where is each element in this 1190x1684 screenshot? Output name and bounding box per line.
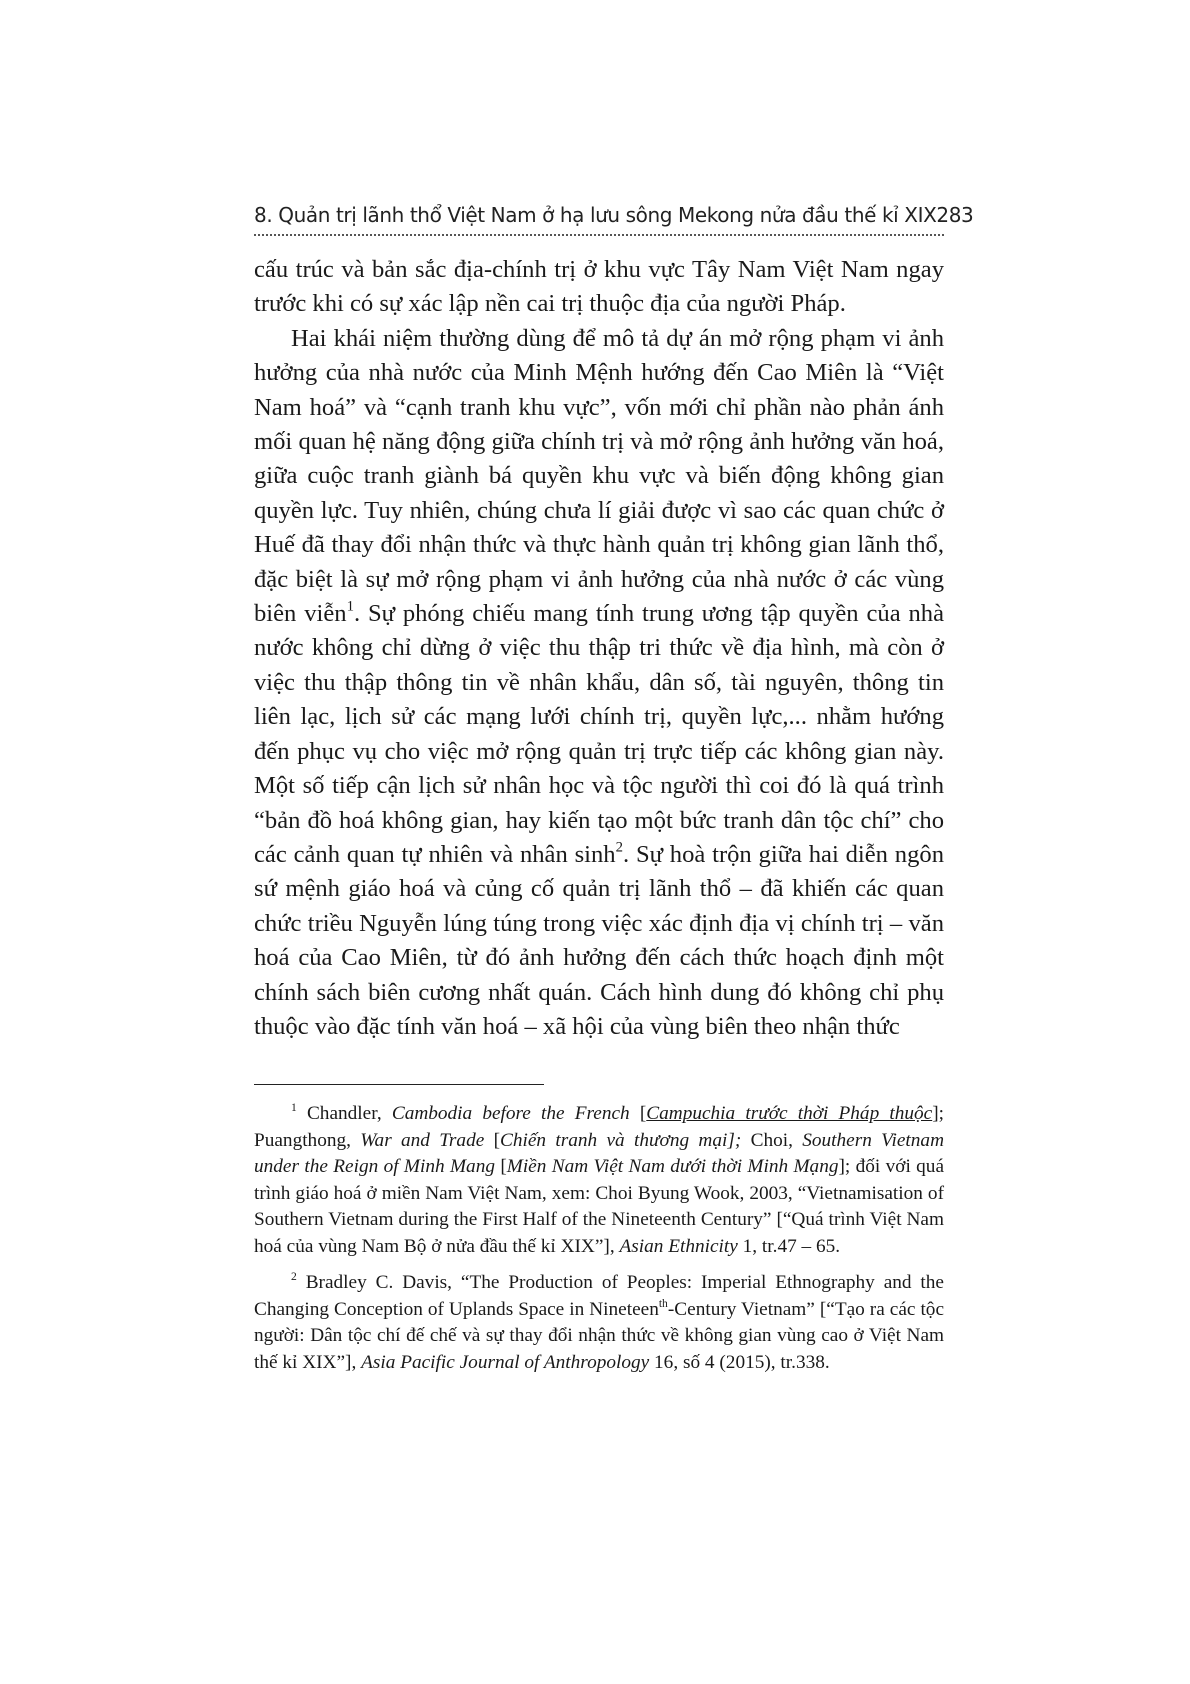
footnote-1-title: Campuchia trước thời Pháp thuộc: [646, 1103, 933, 1125]
page-number: 283: [936, 203, 974, 227]
header-dotted-rule: [254, 234, 944, 236]
footnotes: [254, 1101, 944, 1376]
paragraph-1: cấu trúc và bản sắc địa-chính trị ở khu vực Tây Nam Việt Nam ngay trước khi có sự xác lập nền cai trị thuộc địa của người Pháp.: [254, 256, 944, 318]
footnote-1-text: 1, tr.47 – 65.: [737, 1235, 841, 1257]
footnote-1: [254, 1101, 944, 1260]
footnote-2-text: Bradley C. Davis, “The Production of Peoples: Imperial Ethnography and the Changing Conception of Uplands Space in Nineteen: [254, 1272, 944, 1320]
footnote-1-title: Miền Nam Việt Nam dưới thời Minh Mạng: [506, 1156, 839, 1178]
footnote-1-title: Asian Ethnicity: [619, 1235, 738, 1257]
footnote-2-number: 2: [291, 1270, 297, 1284]
footnote-1-title: Chiến tranh và thương mại];: [500, 1129, 742, 1151]
running-header: [254, 200, 974, 230]
footnote-1-text: [: [494, 1156, 507, 1178]
footnote-1-text: [: [629, 1103, 647, 1125]
footnote-1-text: ]; đối với quá trình giáo hoá ở miền Nam Việt Nam, xem: Choi Byung Wook, 2003, “Vietnamisation of Southern Vietnam during the First Half of the Nineteenth Century” [“Quá trình Việt Nam hoá của vùng Nam Bộ ở nửa đầu thế kỉ XIX”],: [254, 1156, 944, 1257]
footnote-1-text: Chandler,: [296, 1103, 392, 1125]
footnote-2: [254, 1270, 944, 1376]
footnote-ref-2: 2: [615, 839, 623, 856]
footnote-ref-1: 1: [346, 598, 354, 615]
footnote-2-text: -Century Vietnam” [“Tạo ra các tộc người: Dân tộc chí đế chế và sự thay đổi nhận thức về không gian vùng cao ở Việt Nam thế kỉ XIX”],: [254, 1298, 945, 1373]
paragraph-2: [254, 322, 944, 1045]
footnote-1-text: ]; Puangthong,: [254, 1103, 944, 1151]
footnote-1-text: [: [484, 1129, 501, 1151]
footnote-2-text: 16, số 4 (2015), tr.338.: [649, 1351, 830, 1373]
body-text: [254, 253, 944, 1044]
footnote-separator: [254, 1084, 544, 1085]
paragraph-2-part-c: . Sự hoà trộn giữa hai diễn ngôn sứ mệnh giáo hoá và củng cố quản trị lãnh thổ – đã khiến các quan chức triều Nguyễn lúng túng trong việc xác định địa vị chính trị – văn hoá của Cao Miên, từ đó ảnh hưởng đến cách thức hoạch định một chính sách biên cương nhất quán. Cách hình dung đó không chỉ phụ thuộc vào đặc tính văn hoá – xã hội của vùng biên theo nhận thức: [254, 840, 944, 1040]
paragraph-2-part-a: Hai khái niệm thường dùng để mô tả dự án mở rộng phạm vi ảnh hưởng của nhà nước của Minh Mệnh hướng đến Cao Miên là “Việt Nam hoá” và “cạnh tranh khu vực”, vốn mới chỉ phần nào phản ánh mối quan hệ năng động giữa chính trị và mở rộng ảnh hưởng văn hoá, giữa cuộc tranh giành bá quyền khu vực và biến động không gian quyền lực. Tuy nhiên, chúng chưa lí giải được vì sao các quan chức ở Huế đã thay đổi nhận thức và thực hành quản trị không gian lãnh thổ, đặc biệt là sự mở rộng phạm vi ảnh hưởng của nhà nước ở các vùng biên viễn: [254, 324, 944, 628]
footnote-1-text: Choi,: [741, 1129, 803, 1151]
footnote-1-title: War and Trade: [360, 1129, 485, 1151]
footnote-1-number: 1: [291, 1101, 297, 1115]
footnote-1-title: Southern Vietnam under the Reign of Minh Mang: [254, 1129, 944, 1178]
paragraph-2-part-b: . Sự phóng chiếu mang tính trung ương tập quyền của nhà nước không chỉ dừng ở việc thu thập tri thức về địa hình, mà còn ở việc thu thập thông tin về nhân khẩu, dân số, tài nguyên, thông tin liên lạc, lịch sử các mạng lưới chính trị, quyền lực,... nhằm hướng đến phục vụ cho việc mở rộng quản trị trực tiếp các không gian này. Một số tiếp cận lịch sử nhân học và tộc người thì coi đó là quá trình “bản đồ hoá không gian, hay kiến tạo một bức tranh dân tộc chí” cho các cảnh quan tự nhiên và nhân sinh: [254, 600, 944, 868]
book-page: [254, 200, 974, 1386]
footnote-2-title: Asia Pacific Journal of Anthropology: [361, 1351, 650, 1373]
footnote-2-superscript: th: [658, 1296, 668, 1310]
footnote-1-title: Cambodia before the French: [391, 1103, 630, 1125]
running-title: 8. Quản trị lãnh thổ Việt Nam ở hạ lưu sông Mekong nửa đầu thế kỉ XIX: [254, 203, 937, 227]
